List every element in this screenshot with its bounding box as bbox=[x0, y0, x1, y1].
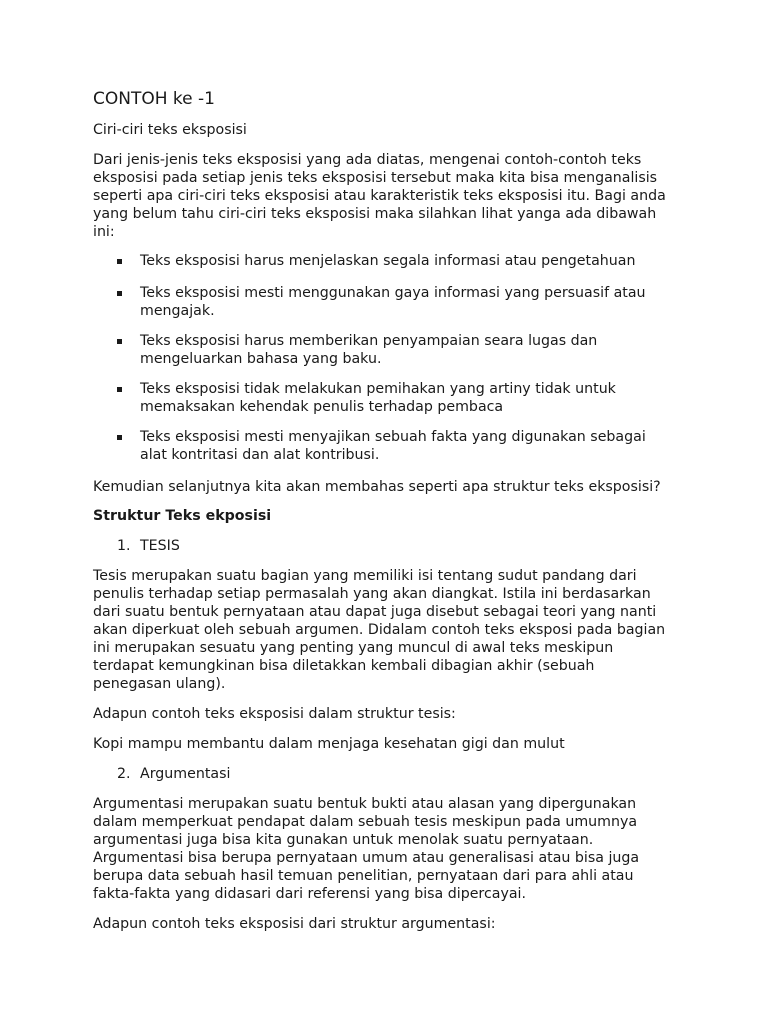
tesis-line: terdapat kemungkinan bisa diletakkan kembali dibagian akhir (sebuah bbox=[93, 658, 595, 674]
bullet-line: Teks eksposisi harus memberikan penyampaian seara lugas dan bbox=[140, 333, 598, 349]
square-bullet-icon bbox=[117, 387, 122, 392]
arg-line: fakta-fakta yang didasari dari referensi yang bisa dipercayai. bbox=[93, 886, 526, 902]
square-bullet-icon bbox=[117, 291, 122, 296]
bullet-line: Teks eksposisi harus menjelaskan segala informasi atau pengetahuan bbox=[140, 253, 636, 269]
bullet-line: alat kontritasi dan alat kontribusi. bbox=[140, 447, 380, 463]
intro-line: ini: bbox=[93, 224, 115, 240]
doc-title: CONTOH ke -1 bbox=[93, 89, 215, 109]
intro-line: seperti apa ciri-ciri teks eksposisi atau karakteristik teks eksposisi itu. Bagi anda bbox=[93, 188, 666, 204]
square-bullet-icon bbox=[117, 339, 122, 344]
argumentasi-example-intro: Adapun contoh teks eksposisi dari struktur argumentasi: bbox=[93, 916, 496, 932]
structure-heading: Struktur Teks ekposisi bbox=[93, 508, 272, 524]
bullet-line: mengeluarkan bahasa yang baku. bbox=[140, 351, 382, 367]
tesis-example-intro: Adapun contoh teks eksposisi dalam struktur tesis: bbox=[93, 706, 456, 722]
bullet-line: Teks eksposisi mesti menggunakan gaya informasi yang persuasif atau bbox=[140, 285, 646, 301]
tesis-line: ini merupakan sesuatu yang penting yang muncul di awal teks meskipun bbox=[93, 640, 614, 656]
list-number: 1. bbox=[117, 538, 131, 554]
next-paragraph: Kemudian selanjutnya kita akan membahas seperti apa struktur teks eksposisi? bbox=[93, 479, 661, 495]
square-bullet-icon bbox=[117, 259, 122, 264]
bullet-line: mengajak. bbox=[140, 303, 215, 319]
intro-line: Dari jenis-jenis teks eksposisi yang ada diatas, mengenai contoh-contoh teks bbox=[93, 152, 642, 168]
list-number: 2. bbox=[117, 766, 131, 782]
subtitle: Ciri-ciri teks eksposisi bbox=[93, 122, 247, 138]
list-label: TESIS bbox=[140, 538, 180, 554]
intro-line: eksposisi pada setiap jenis teks eksposisi tersebut maka kita bisa menganalisis bbox=[93, 170, 658, 186]
tesis-line: dari suatu bentuk pernyataan atau dapat juga disebut sebagai teori yang nanti bbox=[93, 604, 657, 620]
arg-line: Argumentasi bisa berupa pernyataan umum atau generalisasi atau bisa juga bbox=[93, 850, 640, 866]
tesis-line: penegasan ulang). bbox=[93, 676, 226, 692]
arg-line: berupa data sebuah hasil temuan penelitian, pernyataan dari para ahli atau bbox=[93, 868, 634, 884]
tesis-example: Kopi mampu membantu dalam menjaga kesehatan gigi dan mulut bbox=[93, 736, 565, 752]
tesis-line: penulis terhadap setiap permasalah yang akan diangkat. Istila ini berdasarkan bbox=[93, 586, 651, 602]
bullet-line: Teks eksposisi mesti menyajikan sebuah fakta yang digunakan sebagai bbox=[140, 429, 646, 445]
arg-line: Argumentasi merupakan suatu bentuk bukti atau alasan yang dipergunakan bbox=[93, 796, 637, 812]
intro-line: yang belum tahu ciri-ciri teks eksposisi maka silahkan lihat yanga ada dibawah bbox=[93, 206, 657, 222]
tesis-line: Tesis merupakan suatu bagian yang memiliki isi tentang sudut pandang dari bbox=[93, 568, 637, 584]
arg-line: argumentasi juga bisa kita gunakan untuk menolak suatu pernyataan. bbox=[93, 832, 594, 848]
arg-line: dalam memperkuat pendapat dalam sebuah tesis meskipun pada umumnya bbox=[93, 814, 638, 830]
tesis-line: akan diperkuat oleh sebuah argumen. Didalam contoh teks eksposi pada bagian bbox=[93, 622, 666, 638]
list-label: Argumentasi bbox=[140, 766, 231, 782]
bullet-line: Teks eksposisi tidak melakukan pemihakan yang artiny tidak untuk bbox=[140, 381, 616, 397]
bullet-line: memaksakan kehendak penulis terhadap pembaca bbox=[140, 399, 504, 415]
square-bullet-icon bbox=[117, 435, 122, 440]
